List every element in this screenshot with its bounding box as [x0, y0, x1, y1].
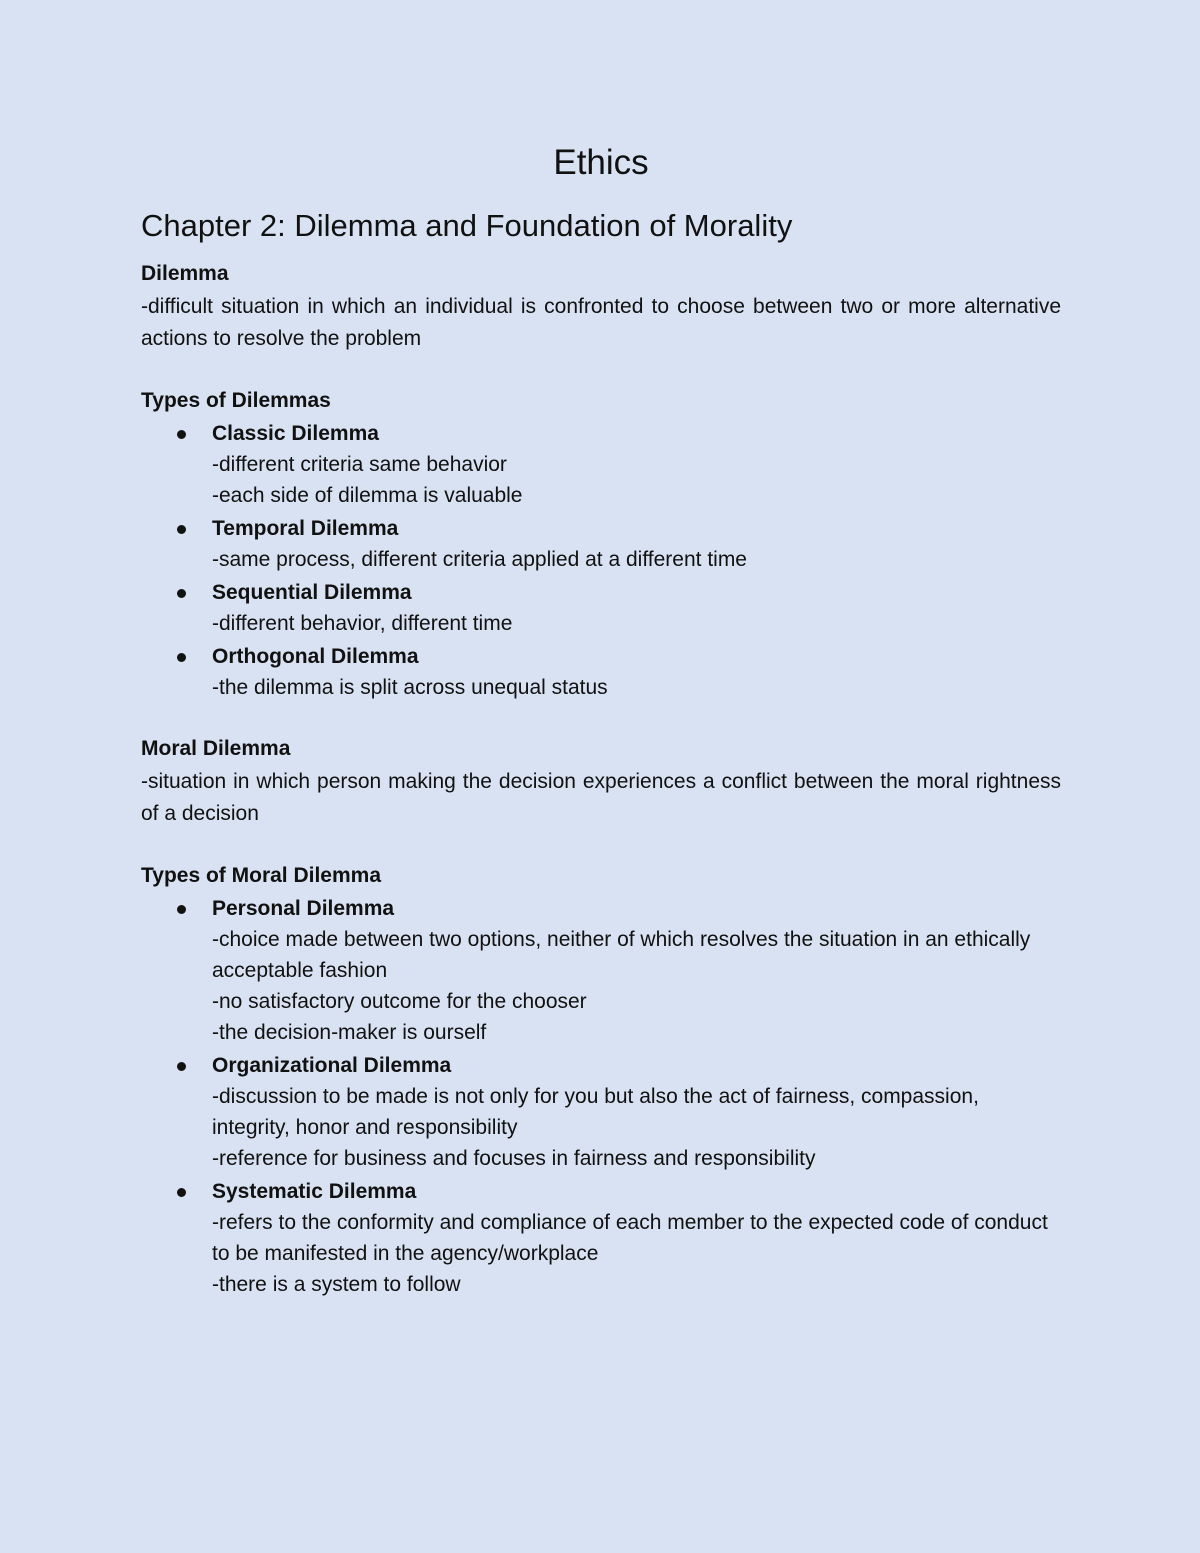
document-title: Ethics [553, 143, 649, 182]
item-line: -different behavior, different time [212, 612, 513, 635]
item-title: Orthogonal Dilemma [212, 645, 419, 668]
item-line: -same process, different criteria applied at a different time [212, 548, 747, 571]
bullet-icon [177, 905, 186, 914]
types-of-moral-dilemma-heading: Types of Moral Dilemma [141, 864, 382, 887]
item-line: -choice made between two options, neither of which resolves the situation in an ethically acceptable fashion [212, 928, 1031, 982]
moral-dilemma-heading: Moral Dilemma [141, 737, 291, 760]
item-line: -each side of dilemma is valuable [212, 484, 523, 507]
item-line: -the dilemma is split across unequal status [212, 676, 608, 699]
item-title: Sequential Dilemma [212, 581, 412, 604]
item-line: -no satisfactory outcome for the chooser [212, 990, 587, 1013]
item-title: Systematic Dilemma [212, 1180, 417, 1203]
types-of-dilemmas-heading: Types of Dilemmas [141, 389, 331, 412]
bullet-icon [177, 1062, 186, 1071]
types-of-dilemmas-section [141, 385, 1061, 703]
document-page [141, 140, 1061, 1300]
list-item [141, 513, 1061, 575]
item-title: Temporal Dilemma [212, 517, 399, 540]
list-item [141, 1176, 1061, 1300]
types-of-dilemmas-list [141, 418, 1061, 703]
bullet-icon [177, 589, 186, 598]
moral-dilemma-definition: -situation in which person making the decision experiences a conflict between the moral rightness of a decision [141, 770, 1061, 825]
types-of-moral-dilemma-list [141, 893, 1061, 1300]
bullet-icon [177, 430, 186, 439]
list-item [141, 577, 1061, 639]
item-line: -refers to the conformity and compliance of each member to the expected code of conduct to be manifested in the agency/workplace [212, 1211, 1048, 1265]
bullet-icon [177, 1188, 186, 1197]
dilemma-section [141, 258, 1061, 355]
list-item [141, 1050, 1061, 1174]
chapter-title: Chapter 2: Dilemma and Foundation of Morality [141, 208, 793, 243]
item-line: -there is a system to follow [212, 1273, 461, 1296]
item-title: Organizational Dilemma [212, 1054, 452, 1077]
item-line: -the decision-maker is ourself [212, 1021, 487, 1044]
moral-dilemma-section [141, 733, 1061, 830]
dilemma-heading: Dilemma [141, 262, 229, 285]
bullet-icon [177, 653, 186, 662]
item-line: -reference for business and focuses in fairness and responsibility [212, 1147, 816, 1170]
list-item [141, 418, 1061, 511]
dilemma-definition: -difficult situation in which an individual is confronted to choose between two or more alternative actions to resolve the problem [141, 295, 1061, 350]
item-line: -different criteria same behavior [212, 453, 507, 476]
item-title: Classic Dilemma [212, 422, 379, 445]
types-of-moral-dilemma-section [141, 860, 1061, 1300]
bullet-icon [177, 525, 186, 534]
item-line: -discussion to be made is not only for you but also the act of fairness, compassion, integrity, honor and responsibility [212, 1085, 979, 1139]
list-item [141, 893, 1061, 1048]
item-title: Personal Dilemma [212, 897, 395, 920]
list-item [141, 641, 1061, 703]
